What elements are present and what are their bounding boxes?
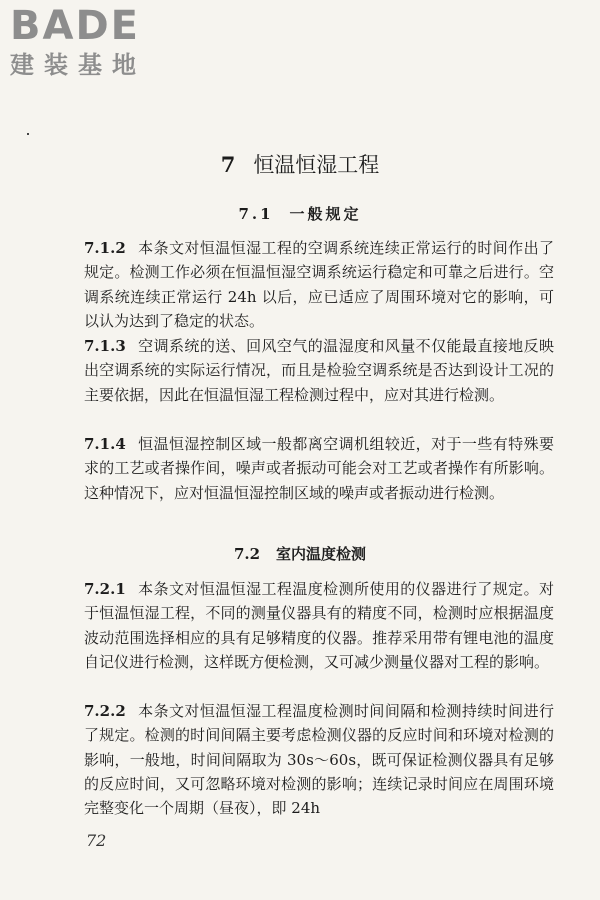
clause-number: 7.1.2 (84, 239, 126, 257)
clause-text: 本条文对恒温恒湿工程温度检测时间间隔和检测持续时间进行了规定。检测的时间间隔主要考虑检测仪器的反应时间和环境对检测的影响，一般地，时间间隔取为 30s～60s，既可保证检测仪器具有足够的反应时间，又可忽略环境对检测的影响；连续记录时间应在周围环境完整变化一个周期（昼夜），即 24h (84, 702, 554, 818)
clause-text: 空调系统的送、回风空气的温湿度和风量不仅能最直接地反映出空调系统的实际运行情况，而且是检验空调系统是否达到设计工况的主要依据，因此在恒温恒湿工程检测过程中，应对其进行检测。 (84, 337, 554, 404)
clause-text: 恒温恒湿控制区域一般都离空调机组较近，对于一些有特殊要求的工艺或者操作间，噪声或者振动可能会对工艺或者操作有所影响。这种情况下，应对恒温恒湿控制区域的噪声或者振动进行检测。 (84, 435, 554, 502)
clause-number: 7.1.4 (84, 435, 126, 453)
margin-dot (27, 133, 29, 135)
clause-7-2-2 (84, 699, 554, 820)
chapter-title-text: 恒温恒湿工程 (253, 153, 380, 177)
chapter-number: 7 (220, 152, 236, 177)
chapter-title (0, 150, 600, 180)
watermark-logo (10, 4, 146, 80)
section-title-7-1 (0, 203, 600, 225)
section-number: 7.2 (233, 545, 261, 563)
page-number: 72 (86, 831, 107, 850)
clause-number: 7.1.3 (84, 337, 126, 355)
clause-text: 本条文对恒温恒湿工程温度检测所使用的仪器进行了规定。对于恒温恒湿工程，不同的测量仪器具有的精度不同，检测时应根据温度波动范围选择相应的具有足够精度的仪器。推荐采用带有锂电池的温度自记仪进行检测，这样既方便检测，又可减少测量仪器对工程的影响。 (84, 580, 554, 671)
watermark-brand: BADE (10, 3, 140, 49)
section-title-text: 室内温度检测 (276, 545, 367, 563)
clause-7-1-4 (84, 432, 554, 505)
watermark-subtitle: 建装基地 (10, 51, 146, 79)
clause-number: 7.2.1 (84, 580, 126, 598)
section-number: 7.1 (238, 205, 274, 223)
section-title-text: 一般规定 (289, 205, 362, 223)
clause-number: 7.2.2 (84, 702, 126, 720)
clause-7-1-2 (84, 236, 554, 333)
clause-7-1-3 (84, 334, 554, 407)
section-title-7-2 (0, 543, 600, 565)
clause-text: 本条文对恒温恒湿工程的空调系统连续正常运行的时间作出了规定。检测工作必须在恒温恒湿空调系统运行稳定和可靠之后进行。空调系统连续正常运行 24h 以后，应已适应了周围环境对它的影响，可以认为达到了稳定的状态。 (84, 239, 554, 330)
clause-7-2-1 (84, 577, 554, 674)
